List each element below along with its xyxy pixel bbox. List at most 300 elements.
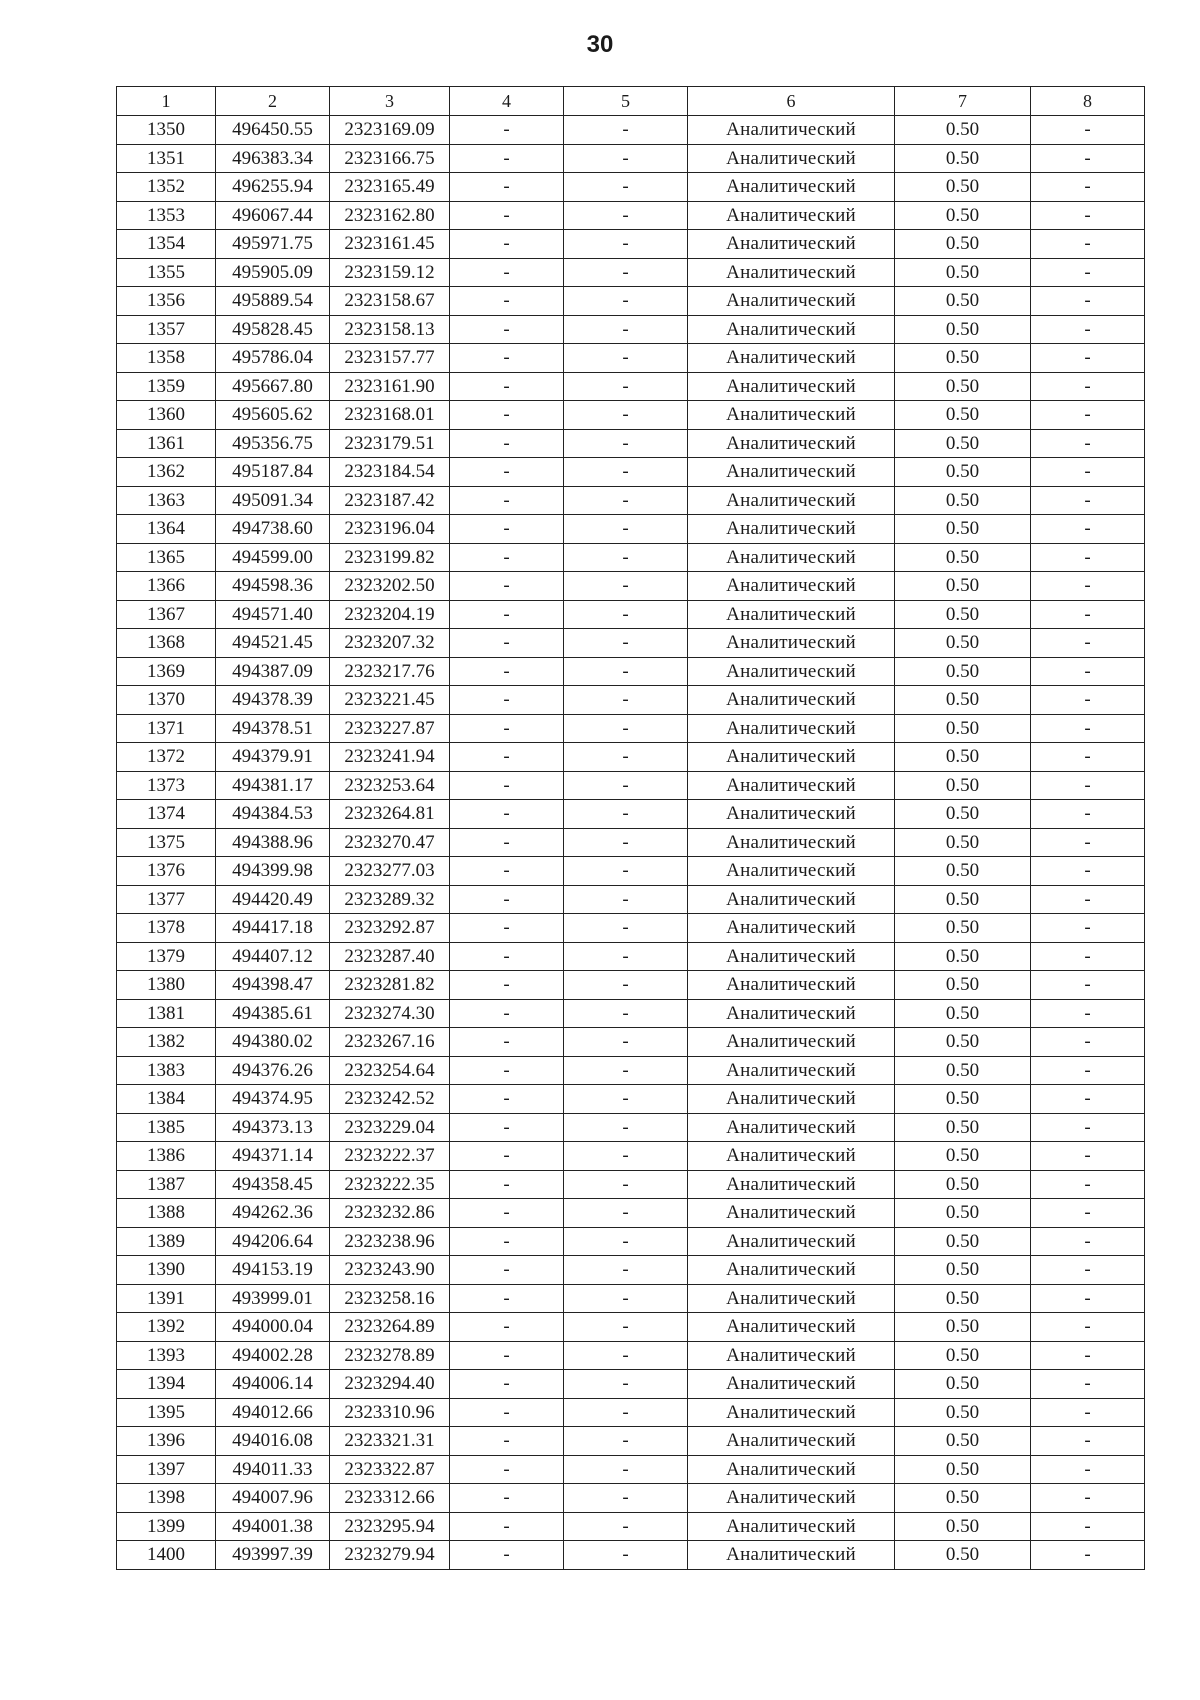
col4-cell: - <box>450 1113 564 1142</box>
method-cell: Аналитический <box>688 1113 895 1142</box>
method-cell: Аналитический <box>688 572 895 601</box>
accuracy-cell: 0.50 <box>895 486 1031 515</box>
y-coordinate-cell: 2323184.54 <box>330 458 450 487</box>
col4-cell: - <box>450 914 564 943</box>
point-number-cell: 1363 <box>117 486 216 515</box>
method-cell: Аналитический <box>688 1455 895 1484</box>
x-coordinate-cell: 495356.75 <box>216 429 330 458</box>
y-coordinate-cell: 2323196.04 <box>330 515 450 544</box>
col8-cell: - <box>1031 1256 1145 1285</box>
x-coordinate-cell: 494371.14 <box>216 1142 330 1171</box>
col4-cell: - <box>450 543 564 572</box>
col8-cell: - <box>1031 1085 1145 1114</box>
y-coordinate-cell: 2323227.87 <box>330 714 450 743</box>
accuracy-cell: 0.50 <box>895 543 1031 572</box>
table-row <box>117 1113 1145 1142</box>
col4-cell: - <box>450 1398 564 1427</box>
table-row <box>117 429 1145 458</box>
accuracy-cell: 0.50 <box>895 771 1031 800</box>
col5-cell: - <box>564 1199 688 1228</box>
accuracy-cell: 0.50 <box>895 1512 1031 1541</box>
accuracy-cell: 0.50 <box>895 1284 1031 1313</box>
point-number-cell: 1360 <box>117 401 216 430</box>
point-number-cell: 1350 <box>117 116 216 145</box>
accuracy-cell: 0.50 <box>895 144 1031 173</box>
accuracy-cell: 0.50 <box>895 1085 1031 1114</box>
point-number-cell: 1353 <box>117 201 216 230</box>
col8-cell: - <box>1031 971 1145 1000</box>
x-coordinate-cell: 494738.60 <box>216 515 330 544</box>
table-row <box>117 885 1145 914</box>
col4-cell: - <box>450 1085 564 1114</box>
method-cell: Аналитический <box>688 372 895 401</box>
accuracy-cell: 0.50 <box>895 315 1031 344</box>
y-coordinate-cell: 2323292.87 <box>330 914 450 943</box>
header-cell: 7 <box>895 87 1031 116</box>
accuracy-cell: 0.50 <box>895 1056 1031 1085</box>
method-cell: Аналитический <box>688 800 895 829</box>
col8-cell: - <box>1031 344 1145 373</box>
col8-cell: - <box>1031 543 1145 572</box>
point-number-cell: 1398 <box>117 1484 216 1513</box>
accuracy-cell: 0.50 <box>895 1227 1031 1256</box>
col5-cell: - <box>564 258 688 287</box>
y-coordinate-cell: 2323279.94 <box>330 1541 450 1570</box>
col4-cell: - <box>450 1484 564 1513</box>
col8-cell: - <box>1031 1455 1145 1484</box>
y-coordinate-cell: 2323161.90 <box>330 372 450 401</box>
y-coordinate-cell: 2323229.04 <box>330 1113 450 1142</box>
table-row <box>117 857 1145 886</box>
col4-cell: - <box>450 315 564 344</box>
x-coordinate-cell: 494153.19 <box>216 1256 330 1285</box>
accuracy-cell: 0.50 <box>895 1113 1031 1142</box>
x-coordinate-cell: 494381.17 <box>216 771 330 800</box>
method-cell: Аналитический <box>688 344 895 373</box>
col8-cell: - <box>1031 600 1145 629</box>
accuracy-cell: 0.50 <box>895 885 1031 914</box>
accuracy-cell: 0.50 <box>895 1341 1031 1370</box>
x-coordinate-cell: 493997.39 <box>216 1541 330 1570</box>
col8-cell: - <box>1031 914 1145 943</box>
y-coordinate-cell: 2323207.32 <box>330 629 450 658</box>
y-coordinate-cell: 2323278.89 <box>330 1341 450 1370</box>
col5-cell: - <box>564 1455 688 1484</box>
y-coordinate-cell: 2323243.90 <box>330 1256 450 1285</box>
method-cell: Аналитический <box>688 486 895 515</box>
table-row <box>117 600 1145 629</box>
accuracy-cell: 0.50 <box>895 657 1031 686</box>
table-row <box>117 828 1145 857</box>
method-cell: Аналитический <box>688 1199 895 1228</box>
table-row <box>117 315 1145 344</box>
col5-cell: - <box>564 686 688 715</box>
table-row <box>117 572 1145 601</box>
point-number-cell: 1357 <box>117 315 216 344</box>
accuracy-cell: 0.50 <box>895 572 1031 601</box>
col8-cell: - <box>1031 657 1145 686</box>
table-row <box>117 344 1145 373</box>
col5-cell: - <box>564 828 688 857</box>
header-cell: 8 <box>1031 87 1145 116</box>
y-coordinate-cell: 2323322.87 <box>330 1455 450 1484</box>
col5-cell: - <box>564 914 688 943</box>
x-coordinate-cell: 494262.36 <box>216 1199 330 1228</box>
y-coordinate-cell: 2323217.76 <box>330 657 450 686</box>
col5-cell: - <box>564 857 688 886</box>
method-cell: Аналитический <box>688 543 895 572</box>
point-number-cell: 1386 <box>117 1142 216 1171</box>
header-cell: 2 <box>216 87 330 116</box>
y-coordinate-cell: 2323287.40 <box>330 942 450 971</box>
point-number-cell: 1351 <box>117 144 216 173</box>
method-cell: Аналитический <box>688 144 895 173</box>
col5-cell: - <box>564 885 688 914</box>
table-row <box>117 258 1145 287</box>
point-number-cell: 1366 <box>117 572 216 601</box>
col8-cell: - <box>1031 287 1145 316</box>
y-coordinate-cell: 2323169.09 <box>330 116 450 145</box>
method-cell: Аналитический <box>688 1085 895 1114</box>
accuracy-cell: 0.50 <box>895 743 1031 772</box>
y-coordinate-cell: 2323202.50 <box>330 572 450 601</box>
table-row <box>117 486 1145 515</box>
accuracy-cell: 0.50 <box>895 1170 1031 1199</box>
y-coordinate-cell: 2323253.64 <box>330 771 450 800</box>
y-coordinate-cell: 2323161.45 <box>330 230 450 259</box>
y-coordinate-cell: 2323168.01 <box>330 401 450 430</box>
y-coordinate-cell: 2323274.30 <box>330 999 450 1028</box>
col4-cell: - <box>450 1370 564 1399</box>
point-number-cell: 1384 <box>117 1085 216 1114</box>
y-coordinate-cell: 2323179.51 <box>330 429 450 458</box>
col8-cell: - <box>1031 1284 1145 1313</box>
col8-cell: - <box>1031 828 1145 857</box>
method-cell: Аналитический <box>688 1028 895 1057</box>
table-row <box>117 1256 1145 1285</box>
y-coordinate-cell: 2323232.86 <box>330 1199 450 1228</box>
col5-cell: - <box>564 629 688 658</box>
col5-cell: - <box>564 971 688 1000</box>
x-coordinate-cell: 494384.53 <box>216 800 330 829</box>
col5-cell: - <box>564 743 688 772</box>
method-cell: Аналитический <box>688 116 895 145</box>
accuracy-cell: 0.50 <box>895 515 1031 544</box>
point-number-cell: 1378 <box>117 914 216 943</box>
col5-cell: - <box>564 771 688 800</box>
table-row <box>117 1028 1145 1057</box>
point-number-cell: 1367 <box>117 600 216 629</box>
point-number-cell: 1400 <box>117 1541 216 1570</box>
x-coordinate-cell: 495091.34 <box>216 486 330 515</box>
method-cell: Аналитический <box>688 201 895 230</box>
x-coordinate-cell: 494012.66 <box>216 1398 330 1427</box>
accuracy-cell: 0.50 <box>895 344 1031 373</box>
col5-cell: - <box>564 201 688 230</box>
table-row <box>117 942 1145 971</box>
col5-cell: - <box>564 1427 688 1456</box>
y-coordinate-cell: 2323222.37 <box>330 1142 450 1171</box>
col8-cell: - <box>1031 173 1145 202</box>
col8-cell: - <box>1031 258 1145 287</box>
col4-cell: - <box>450 629 564 658</box>
method-cell: Аналитический <box>688 686 895 715</box>
y-coordinate-cell: 2323199.82 <box>330 543 450 572</box>
point-number-cell: 1375 <box>117 828 216 857</box>
table-body <box>117 116 1145 1570</box>
col4-cell: - <box>450 857 564 886</box>
x-coordinate-cell: 494407.12 <box>216 942 330 971</box>
col5-cell: - <box>564 942 688 971</box>
col4-cell: - <box>450 1341 564 1370</box>
accuracy-cell: 0.50 <box>895 629 1031 658</box>
col4-cell: - <box>450 258 564 287</box>
table-row <box>117 401 1145 430</box>
col4-cell: - <box>450 1199 564 1228</box>
col5-cell: - <box>564 1512 688 1541</box>
col8-cell: - <box>1031 230 1145 259</box>
table-row <box>117 1512 1145 1541</box>
col5-cell: - <box>564 144 688 173</box>
col4-cell: - <box>450 771 564 800</box>
point-number-cell: 1372 <box>117 743 216 772</box>
accuracy-cell: 0.50 <box>895 116 1031 145</box>
point-number-cell: 1362 <box>117 458 216 487</box>
col8-cell: - <box>1031 1142 1145 1171</box>
point-number-cell: 1392 <box>117 1313 216 1342</box>
method-cell: Аналитический <box>688 971 895 1000</box>
table-row <box>117 230 1145 259</box>
y-coordinate-cell: 2323158.13 <box>330 315 450 344</box>
col4-cell: - <box>450 429 564 458</box>
y-coordinate-cell: 2323321.31 <box>330 1427 450 1456</box>
accuracy-cell: 0.50 <box>895 1199 1031 1228</box>
method-cell: Аналитический <box>688 1256 895 1285</box>
point-number-cell: 1388 <box>117 1199 216 1228</box>
col8-cell: - <box>1031 458 1145 487</box>
col5-cell: - <box>564 1142 688 1171</box>
col5-cell: - <box>564 315 688 344</box>
y-coordinate-cell: 2323166.75 <box>330 144 450 173</box>
col4-cell: - <box>450 1142 564 1171</box>
col8-cell: - <box>1031 116 1145 145</box>
table-row <box>117 686 1145 715</box>
table-row <box>117 1199 1145 1228</box>
col4-cell: - <box>450 686 564 715</box>
col8-cell: - <box>1031 1341 1145 1370</box>
col8-cell: - <box>1031 401 1145 430</box>
table-row <box>117 116 1145 145</box>
accuracy-cell: 0.50 <box>895 971 1031 1000</box>
point-number-cell: 1373 <box>117 771 216 800</box>
method-cell: Аналитический <box>688 657 895 686</box>
method-cell: Аналитический <box>688 230 895 259</box>
y-coordinate-cell: 2323159.12 <box>330 258 450 287</box>
col4-cell: - <box>450 885 564 914</box>
x-coordinate-cell: 494417.18 <box>216 914 330 943</box>
col4-cell: - <box>450 401 564 430</box>
table-row <box>117 1142 1145 1171</box>
method-cell: Аналитический <box>688 857 895 886</box>
accuracy-cell: 0.50 <box>895 857 1031 886</box>
table-row <box>117 1455 1145 1484</box>
table-row <box>117 515 1145 544</box>
accuracy-cell: 0.50 <box>895 287 1031 316</box>
col8-cell: - <box>1031 1199 1145 1228</box>
x-coordinate-cell: 495667.80 <box>216 372 330 401</box>
col5-cell: - <box>564 1256 688 1285</box>
point-number-cell: 1389 <box>117 1227 216 1256</box>
col8-cell: - <box>1031 771 1145 800</box>
accuracy-cell: 0.50 <box>895 1398 1031 1427</box>
method-cell: Аналитический <box>688 828 895 857</box>
col5-cell: - <box>564 116 688 145</box>
col5-cell: - <box>564 1085 688 1114</box>
x-coordinate-cell: 494398.47 <box>216 971 330 1000</box>
y-coordinate-cell: 2323264.89 <box>330 1313 450 1342</box>
col5-cell: - <box>564 1484 688 1513</box>
col5-cell: - <box>564 401 688 430</box>
accuracy-cell: 0.50 <box>895 173 1031 202</box>
col4-cell: - <box>450 486 564 515</box>
x-coordinate-cell: 495889.54 <box>216 287 330 316</box>
point-number-cell: 1376 <box>117 857 216 886</box>
col4-cell: - <box>450 999 564 1028</box>
point-number-cell: 1381 <box>117 999 216 1028</box>
x-coordinate-cell: 494387.09 <box>216 657 330 686</box>
y-coordinate-cell: 2323277.03 <box>330 857 450 886</box>
y-coordinate-cell: 2323222.35 <box>330 1170 450 1199</box>
method-cell: Аналитический <box>688 287 895 316</box>
accuracy-cell: 0.50 <box>895 600 1031 629</box>
x-coordinate-cell: 494521.45 <box>216 629 330 658</box>
col8-cell: - <box>1031 1484 1145 1513</box>
y-coordinate-cell: 2323295.94 <box>330 1512 450 1541</box>
col8-cell: - <box>1031 1512 1145 1541</box>
x-coordinate-cell: 494378.39 <box>216 686 330 715</box>
col4-cell: - <box>450 971 564 1000</box>
table-row <box>117 1484 1145 1513</box>
col8-cell: - <box>1031 885 1145 914</box>
x-coordinate-cell: 494388.96 <box>216 828 330 857</box>
point-number-cell: 1364 <box>117 515 216 544</box>
col5-cell: - <box>564 999 688 1028</box>
point-number-cell: 1397 <box>117 1455 216 1484</box>
col5-cell: - <box>564 600 688 629</box>
point-number-cell: 1394 <box>117 1370 216 1399</box>
method-cell: Аналитический <box>688 1227 895 1256</box>
table-row <box>117 287 1145 316</box>
x-coordinate-cell: 494599.00 <box>216 543 330 572</box>
y-coordinate-cell: 2323270.47 <box>330 828 450 857</box>
col4-cell: - <box>450 144 564 173</box>
x-coordinate-cell: 495828.45 <box>216 315 330 344</box>
y-coordinate-cell: 2323162.80 <box>330 201 450 230</box>
col5-cell: - <box>564 458 688 487</box>
col5-cell: - <box>564 1028 688 1057</box>
point-number-cell: 1391 <box>117 1284 216 1313</box>
y-coordinate-cell: 2323187.42 <box>330 486 450 515</box>
accuracy-cell: 0.50 <box>895 800 1031 829</box>
method-cell: Аналитический <box>688 1484 895 1513</box>
col8-cell: - <box>1031 999 1145 1028</box>
col4-cell: - <box>450 600 564 629</box>
point-number-cell: 1382 <box>117 1028 216 1057</box>
method-cell: Аналитический <box>688 458 895 487</box>
col8-cell: - <box>1031 1113 1145 1142</box>
col5-cell: - <box>564 1227 688 1256</box>
table-row <box>117 914 1145 943</box>
col4-cell: - <box>450 287 564 316</box>
point-number-cell: 1356 <box>117 287 216 316</box>
point-number-cell: 1355 <box>117 258 216 287</box>
accuracy-cell: 0.50 <box>895 1313 1031 1342</box>
accuracy-cell: 0.50 <box>895 458 1031 487</box>
y-coordinate-cell: 2323258.16 <box>330 1284 450 1313</box>
method-cell: Аналитический <box>688 1284 895 1313</box>
method-cell: Аналитический <box>688 173 895 202</box>
col5-cell: - <box>564 1313 688 1342</box>
page-number: 30 <box>586 31 614 58</box>
method-cell: Аналитический <box>688 914 895 943</box>
table-row <box>117 1284 1145 1313</box>
method-cell: Аналитический <box>688 771 895 800</box>
method-cell: Аналитический <box>688 714 895 743</box>
col8-cell: - <box>1031 515 1145 544</box>
point-number-cell: 1396 <box>117 1427 216 1456</box>
method-cell: Аналитический <box>688 1313 895 1342</box>
method-cell: Аналитический <box>688 629 895 658</box>
x-coordinate-cell: 494358.45 <box>216 1170 330 1199</box>
x-coordinate-cell: 494016.08 <box>216 1427 330 1456</box>
col5-cell: - <box>564 714 688 743</box>
method-cell: Аналитический <box>688 600 895 629</box>
x-coordinate-cell: 494399.98 <box>216 857 330 886</box>
accuracy-cell: 0.50 <box>895 1256 1031 1285</box>
table-row <box>117 1227 1145 1256</box>
x-coordinate-cell: 494420.49 <box>216 885 330 914</box>
col5-cell: - <box>564 572 688 601</box>
coordinates-table <box>116 86 1145 1570</box>
y-coordinate-cell: 2323242.52 <box>330 1085 450 1114</box>
y-coordinate-cell: 2323294.40 <box>330 1370 450 1399</box>
x-coordinate-cell: 494373.13 <box>216 1113 330 1142</box>
y-coordinate-cell: 2323241.94 <box>330 743 450 772</box>
col8-cell: - <box>1031 1028 1145 1057</box>
x-coordinate-cell: 495786.04 <box>216 344 330 373</box>
x-coordinate-cell: 494011.33 <box>216 1455 330 1484</box>
col8-cell: - <box>1031 572 1145 601</box>
point-number-cell: 1390 <box>117 1256 216 1285</box>
col5-cell: - <box>564 1341 688 1370</box>
col4-cell: - <box>450 173 564 202</box>
point-number-cell: 1359 <box>117 372 216 401</box>
method-cell: Аналитический <box>688 315 895 344</box>
col8-cell: - <box>1031 144 1145 173</box>
x-coordinate-cell: 494385.61 <box>216 999 330 1028</box>
col4-cell: - <box>450 1512 564 1541</box>
point-number-cell: 1358 <box>117 344 216 373</box>
method-cell: Аналитический <box>688 1541 895 1570</box>
table-row <box>117 714 1145 743</box>
col4-cell: - <box>450 828 564 857</box>
point-number-cell: 1361 <box>117 429 216 458</box>
col4-cell: - <box>450 116 564 145</box>
x-coordinate-cell: 494380.02 <box>216 1028 330 1057</box>
table-row <box>117 1313 1145 1342</box>
col5-cell: - <box>564 1398 688 1427</box>
col4-cell: - <box>450 714 564 743</box>
